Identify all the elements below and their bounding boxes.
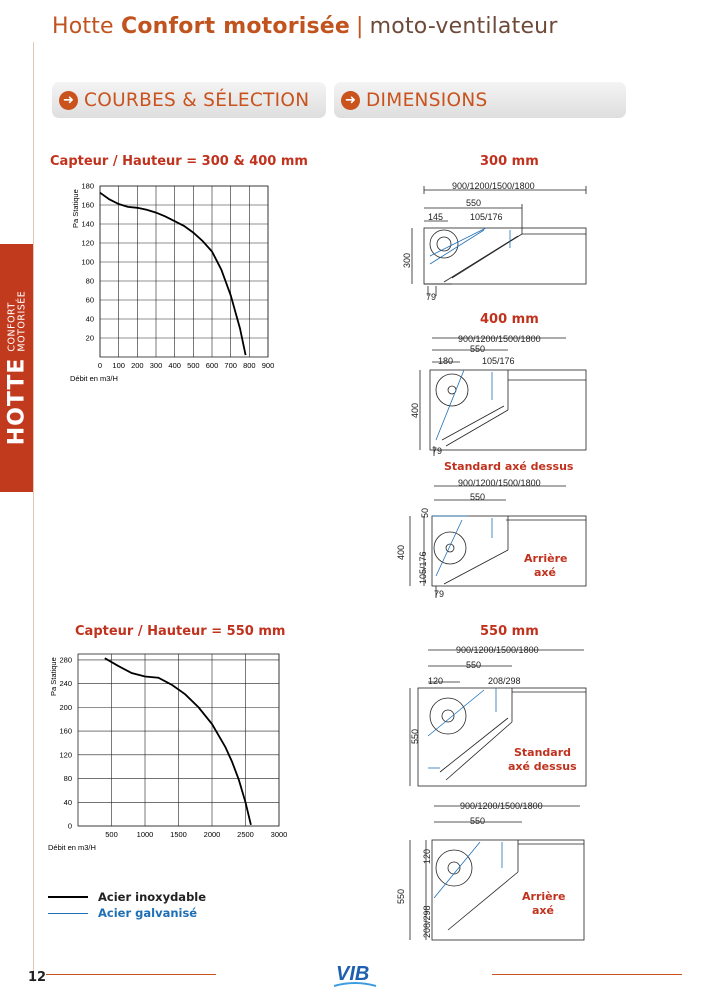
d550-note1: Standard (514, 746, 572, 759)
x-tick-label: 700 (224, 361, 237, 370)
y-tick-label: 160 (81, 200, 94, 210)
d550b-height: 550 (396, 888, 406, 904)
chart2 (48, 648, 292, 853)
drawing-300 (400, 178, 600, 303)
side-tab-title: HOTTE (4, 357, 29, 446)
drawing-400-back (392, 476, 600, 601)
x-tick-label: 900 (261, 361, 275, 370)
side-tab (0, 244, 33, 492)
d550-left: 120 (428, 676, 444, 686)
x-tick-label: 300 (149, 361, 163, 370)
d550b-note2: axé (532, 904, 554, 917)
d550b-length: 900/1200/1500/1800 (460, 801, 543, 811)
chart1 (52, 180, 292, 385)
side-tab-subtitle: CONFORT MOTORISÉE (5, 290, 27, 352)
d400-height: 400 (410, 402, 420, 418)
d550b-side: 208/298 (422, 905, 432, 938)
y-tick-label: 20 (85, 333, 94, 343)
d550b-depth: 550 (470, 816, 486, 826)
legend-galva: Acier galvanisé (48, 906, 197, 920)
d550b-note1: Arrière (522, 890, 566, 903)
y-tick-label: 120 (59, 750, 72, 760)
legend-line-black (48, 896, 88, 898)
x-tick-label: 0 (97, 361, 103, 370)
d400b-depth: 550 (470, 492, 486, 502)
x-tick-label: 800 (243, 361, 256, 370)
chart1-title: Capteur / Hauteur = 300 & 400 mm (50, 154, 308, 169)
y-tick-label: 120 (81, 238, 94, 248)
dim-400b-title: Standard axé dessus (444, 460, 574, 473)
legend-line-blue (48, 913, 88, 914)
d400-depth: 550 (470, 344, 486, 354)
x-tick-label: 1500 (170, 830, 187, 839)
y-tick-label: 80 (63, 774, 72, 784)
drawing-550-back (392, 798, 600, 948)
y-tick-label: 40 (63, 797, 72, 807)
d300-length: 900/1200/1500/1800 (452, 181, 535, 191)
y-tick-label: 240 (59, 679, 72, 689)
chart1-xlabel: Débit en m3/H (70, 374, 118, 383)
chart1-ylabel: Pa Statique (71, 189, 80, 228)
dim-300-title: 300 mm (480, 154, 539, 169)
d400b-note2: axé (534, 566, 556, 579)
y-tick-label: 80 (85, 276, 94, 286)
chart2-title: Capteur / Hauteur = 550 mm (75, 624, 286, 639)
d400b-note1: Arrière (524, 552, 568, 565)
x-tick-label: 2000 (203, 830, 221, 839)
dim-400-title: 400 mm (480, 312, 539, 327)
d550-length: 900/1200/1500/1800 (456, 645, 539, 655)
x-tick-label: 200 (131, 361, 144, 370)
series-line-inox (100, 193, 246, 355)
x-tick-label: 100 (112, 361, 125, 370)
page-number: 12 (28, 970, 47, 985)
legend-inox: Acier inoxydable (48, 890, 206, 904)
y-tick-label: 200 (59, 702, 72, 712)
d400b-side: 105/176 (418, 551, 428, 584)
y-tick-label: 60 (85, 295, 94, 305)
tab-curves[interactable]: ➜ COURBES & SÉLECTION (52, 82, 326, 118)
d550-note2: axé dessus (508, 760, 577, 773)
x-tick-label: 400 (168, 361, 181, 370)
chart2-xlabel: Débit en m3/H (48, 843, 96, 852)
d300-bottom: 79 (426, 292, 437, 302)
d400b-bottom: 79 (434, 589, 445, 599)
d550b-top: 120 (422, 848, 432, 864)
d300-right: 105/176 (470, 212, 503, 222)
series-line-inox (105, 658, 251, 825)
y-tick-label: 40 (85, 314, 94, 324)
circle-arrow-icon: ➜ (341, 91, 360, 110)
tab-dimensions[interactable]: ➜ DIMENSIONS (334, 82, 626, 118)
svg-text:VIB: VIB (336, 963, 370, 985)
y-tick-label: 140 (81, 219, 94, 229)
circle-arrow-icon: ➜ (59, 91, 78, 110)
d400-right: 105/176 (482, 356, 515, 366)
plot-frame (100, 186, 268, 357)
d550-right: 208/298 (488, 676, 521, 686)
d550-depth: 550 (466, 660, 482, 670)
dim-550-title: 550 mm (480, 624, 539, 639)
d400b-height: 400 (396, 544, 406, 560)
chart2-ylabel: Pa Statique (49, 657, 58, 696)
d300-height: 300 (402, 252, 412, 268)
x-tick-label: 3000 (270, 830, 288, 839)
y-tick-label: 100 (81, 257, 94, 267)
d300-left: 145 (428, 212, 444, 222)
d400b-length: 900/1200/1500/1800 (458, 478, 541, 488)
x-tick-label: 500 (187, 361, 200, 370)
x-tick-label: 1000 (136, 830, 154, 839)
drawing-550 (400, 640, 600, 790)
d550-height: 550 (410, 728, 420, 744)
x-tick-label: 600 (205, 361, 219, 370)
y-tick-label: 160 (59, 726, 72, 736)
d400-bottom: 79 (432, 446, 443, 456)
page-title: Hotte Confort motorisée | moto-ventilateur (52, 14, 558, 39)
d400-length: 900/1200/1500/1800 (458, 334, 541, 344)
drawing-400 (400, 330, 600, 460)
y-tick-label: 180 (81, 181, 94, 191)
vib-logo (330, 958, 380, 992)
footer-line-right (492, 974, 682, 975)
x-tick-label: 500 (105, 830, 118, 839)
d400-left: 180 (438, 356, 454, 366)
y-tick-label: 280 (59, 655, 72, 665)
y-tick-label: 0 (67, 821, 72, 831)
d300-depth: 550 (466, 198, 482, 208)
x-tick-label: 2500 (237, 830, 254, 839)
footer-line-left (46, 974, 216, 975)
d400b-top: 50 (420, 507, 430, 518)
left-rule (33, 42, 34, 982)
